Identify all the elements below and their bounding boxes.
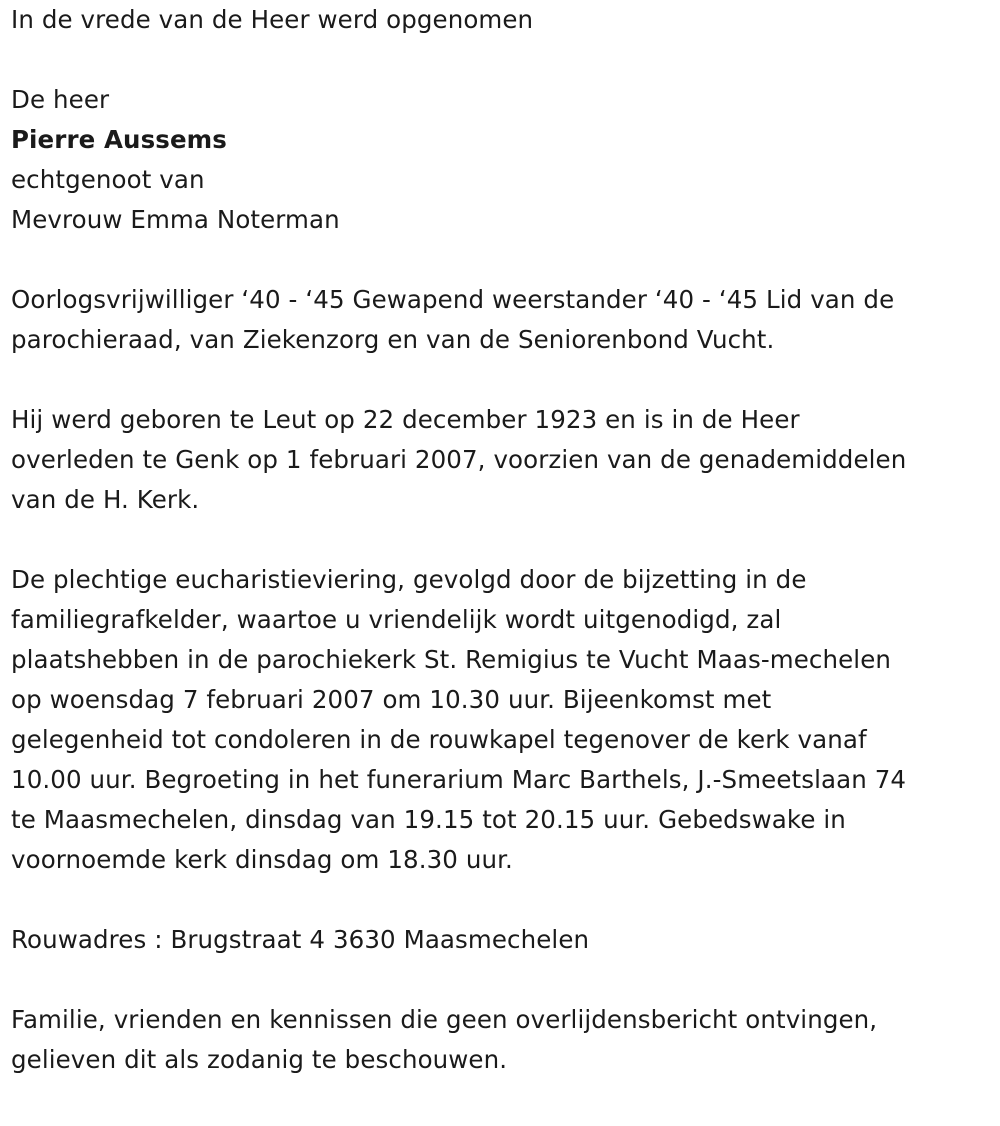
ceremony-line: familiegrafkelder, waartoe u vriendelijk wordt uitgenodigd, zal [11, 605, 782, 634]
spacer [11, 360, 986, 400]
spacer [11, 240, 986, 280]
spacer [11, 880, 986, 920]
spacer [11, 960, 986, 1000]
ceremony-line: 10.00 uur. Begroeting in het funerarium Marc Barthels, J.-Smeetslaan 74 [11, 765, 907, 794]
roles-line: Oorlogsvrijwilliger ‘40 - ‘45 Gewapend weerstander ‘40 - ‘45 Lid van de [11, 285, 895, 314]
mourning-address: Rouwadres : Brugstraat 4 3630 Maasmechelen [11, 925, 590, 954]
life-line: overleden te Genk op 1 februari 2007, voorzien van de genademiddelen [11, 445, 907, 474]
spacer [11, 40, 986, 80]
closing-line: gelieven dit als zodanig te beschouwen. [11, 1045, 508, 1074]
spouse-name: Mevrouw Emma Noterman [11, 205, 340, 234]
relation-line: echtgenoot van [11, 165, 205, 194]
ceremony-line: voornoemde kerk dinsdag om 18.30 uur. [11, 845, 513, 874]
life-line: Hij werd geboren te Leut op 22 december 1923 en is in de Heer [11, 405, 800, 434]
ceremony-line: De plechtige eucharistieviering, gevolgd door de bijzetting in de [11, 565, 807, 594]
closing-line: Familie, vrienden en kennissen die geen overlijdensbericht ontvingen, [11, 1005, 878, 1034]
life-line: van de H. Kerk. [11, 485, 200, 514]
ceremony-paragraph [11, 560, 986, 880]
spacer [11, 520, 986, 560]
deceased-name: Pierre Aussems [11, 125, 227, 154]
roles-paragraph [11, 280, 986, 360]
salutation: De heer [11, 85, 110, 114]
ceremony-line: gelegenheid tot condoleren in de rouwkapel tegenover de kerk vanaf [11, 725, 867, 754]
ceremony-line: plaatshebben in de parochiekerk St. Remigius te Vucht Maas-mechelen [11, 645, 892, 674]
closing-paragraph [11, 1000, 986, 1080]
life-paragraph [11, 400, 986, 520]
ceremony-line: op woensdag 7 februari 2007 om 10.30 uur. Bijeenkomst met [11, 685, 772, 714]
obituary-notice [11, 0, 986, 1080]
ceremony-line: te Maasmechelen, dinsdag van 19.15 tot 20.15 uur. Gebedswake in [11, 805, 846, 834]
intro-line: In de vrede van de Heer werd opgenomen [11, 5, 534, 34]
roles-line: parochieraad, van Ziekenzorg en van de Seniorenbond Vucht. [11, 325, 775, 354]
